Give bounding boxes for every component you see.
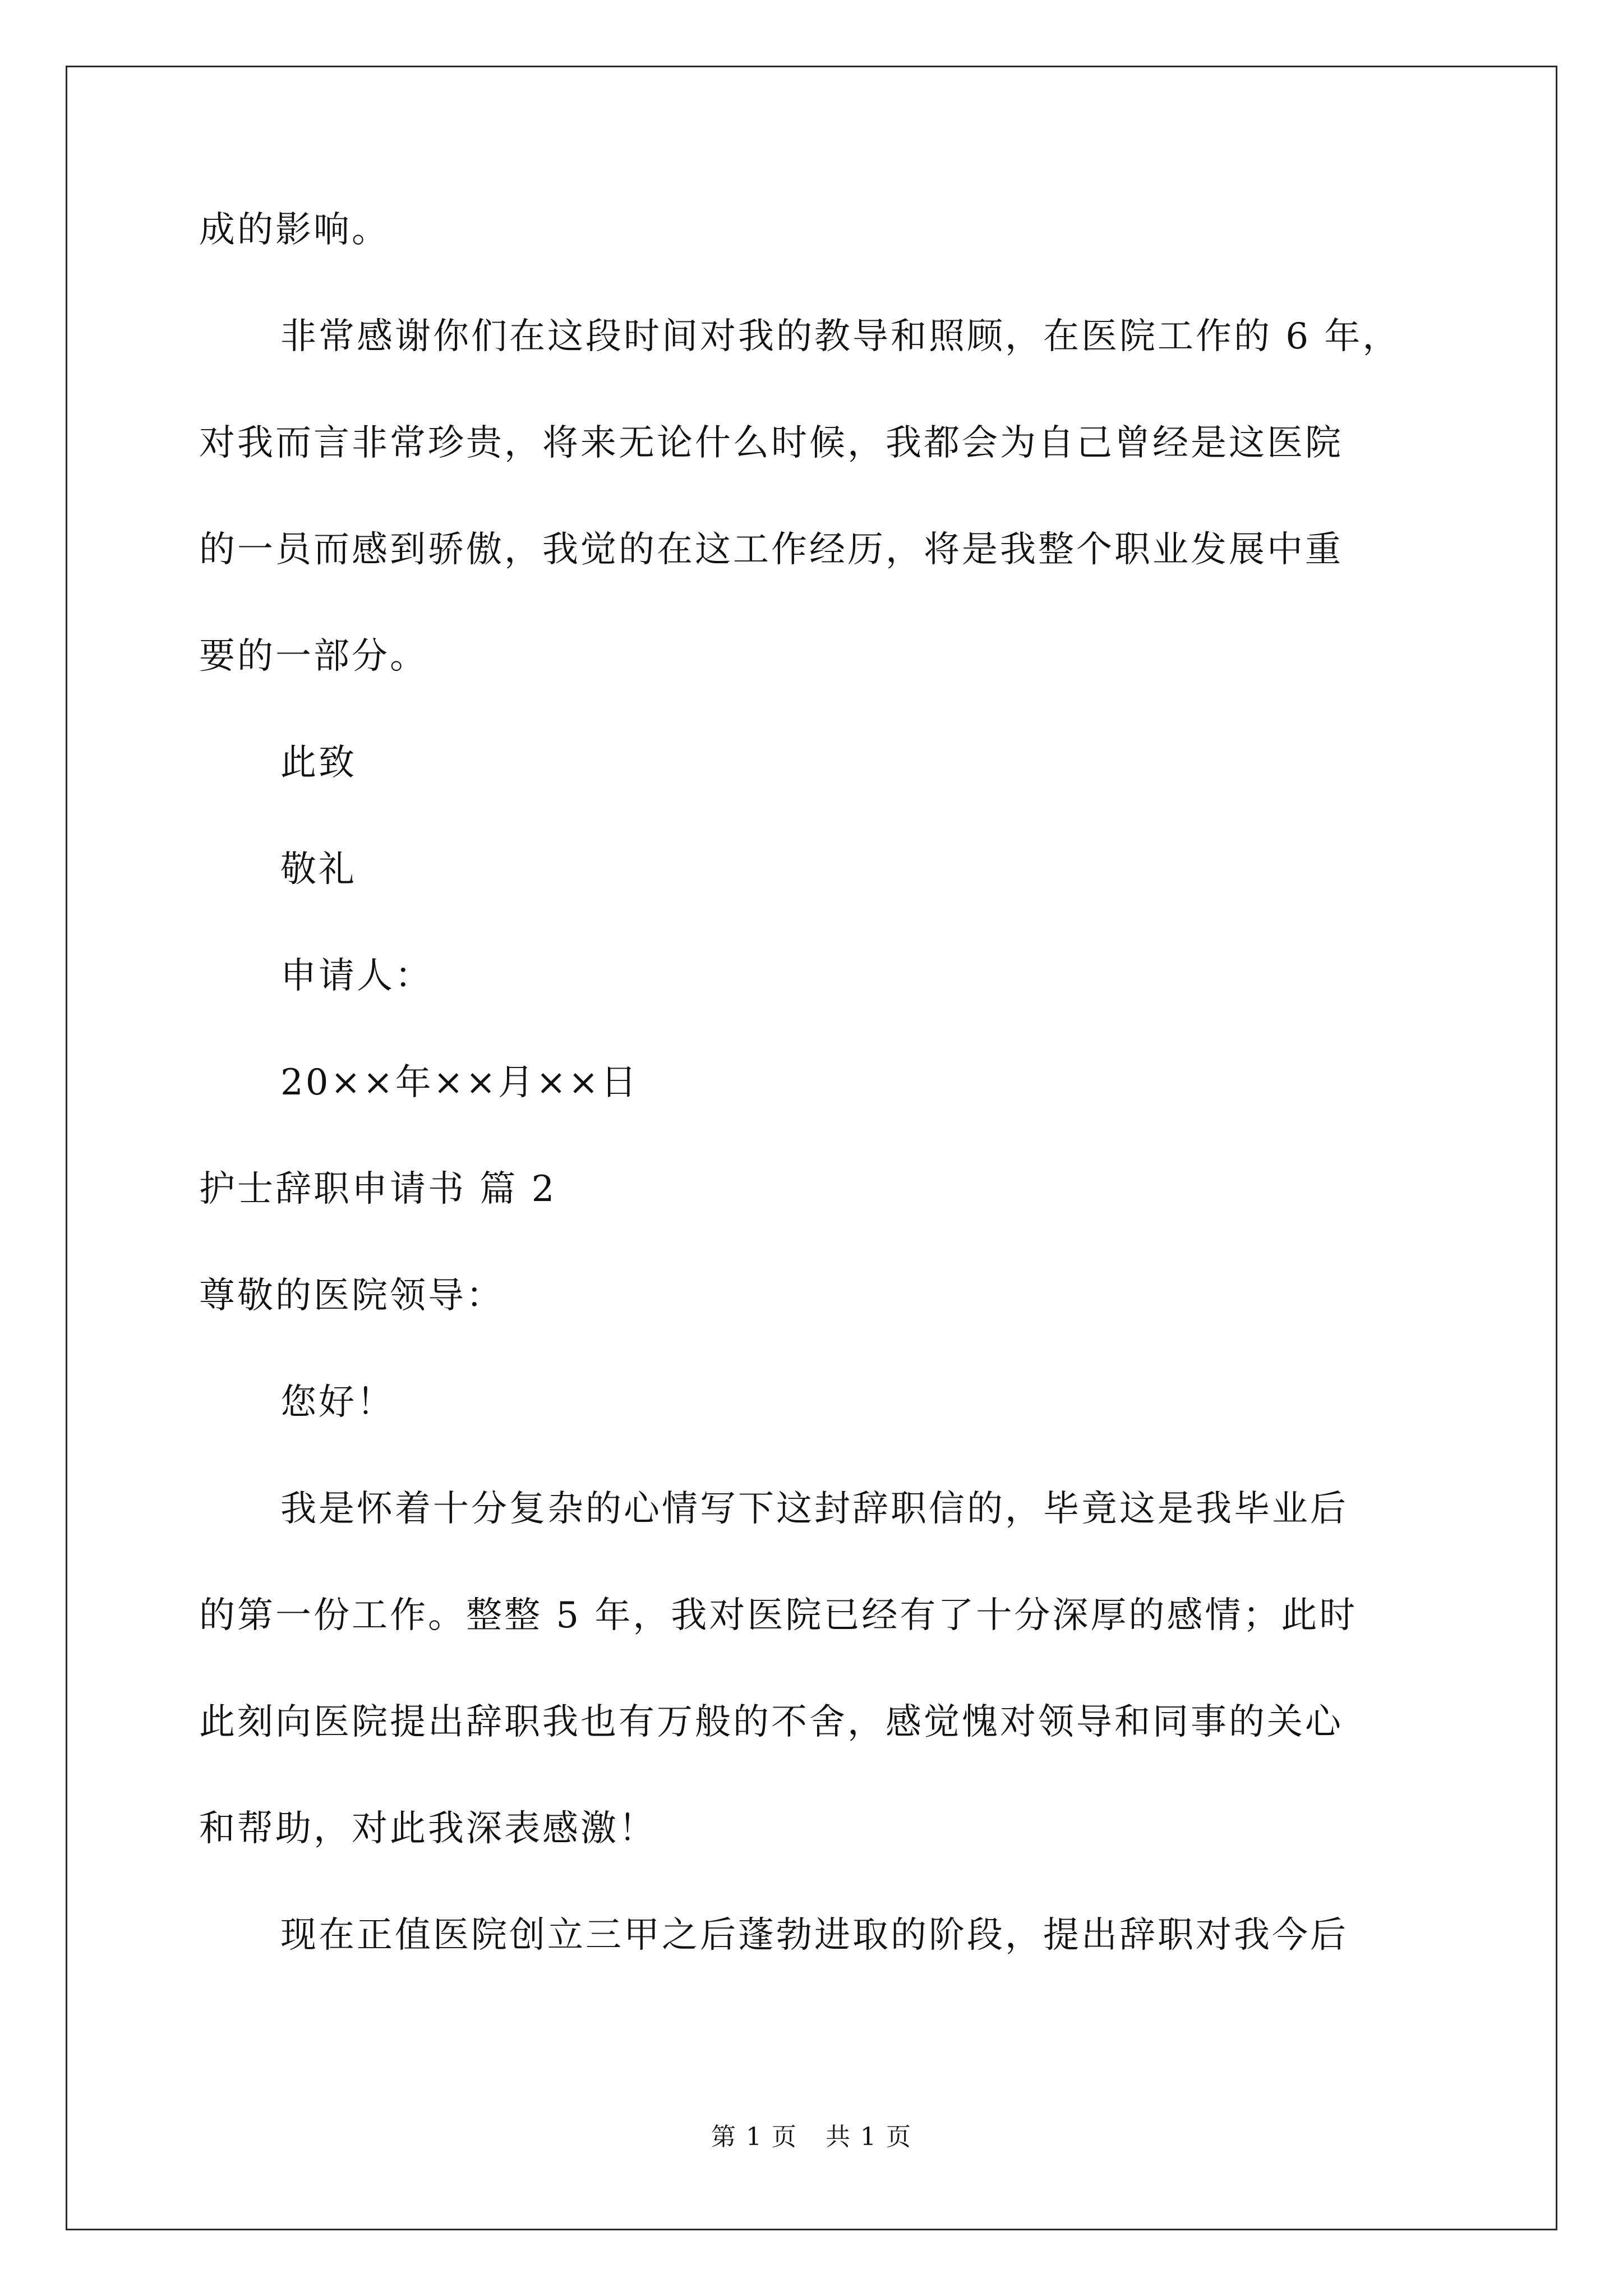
page-number: 第 1 页 <box>711 2123 797 2151</box>
closing-salutation: 此致 <box>280 742 357 784</box>
page-total: 共 1 页 <box>826 2123 912 2151</box>
paragraph-line: 要的一部分。 <box>199 636 428 677</box>
paragraph-line: 此刻向医院提出辞职我也有万般的不舍，感觉愧对领导和同事的关心 <box>199 1701 1343 1743</box>
applicant-label: 申请人： <box>280 955 433 997</box>
paragraph-line: 现在正值医院创立三甲之后蓬勃进取的阶段，提出辞职对我今后 <box>280 1915 1348 1956</box>
date-line: 20××年××月××日 <box>280 1062 639 1103</box>
page-border <box>66 66 1557 2230</box>
page-footer <box>0 2120 1623 2154</box>
paragraph-line: 和帮助，对此我深表感激！ <box>199 1808 657 1849</box>
greeting: 尊敬的医院领导： <box>199 1275 504 1317</box>
paragraph-line: 的一员而感到骄傲，我觉的在这工作经历，将是我整个职业发展中重 <box>199 529 1343 570</box>
paragraph-line: 非常感谢你们在这段时间对我的教导和照顾，在医院工作的 6 年， <box>280 316 1401 357</box>
hello-line: 您好！ <box>280 1382 395 1423</box>
closing-regards: 敬礼 <box>280 849 357 890</box>
paragraph-line: 的第一份工作。整整 5 年，我对医院已经有了十分深厚的感情；此时 <box>199 1595 1358 1636</box>
section-title: 护士辞职申请书 篇 2 <box>199 1168 557 1210</box>
paragraph-line: 我是怀着十分复杂的心情写下这封辞职信的，毕竟这是我毕业后 <box>280 1488 1348 1530</box>
paragraph-line: 成的影响。 <box>199 209 390 251</box>
paragraph-line: 对我而言非常珍贵，将来无论什么时候，我都会为自己曾经是这医院 <box>199 422 1343 464</box>
